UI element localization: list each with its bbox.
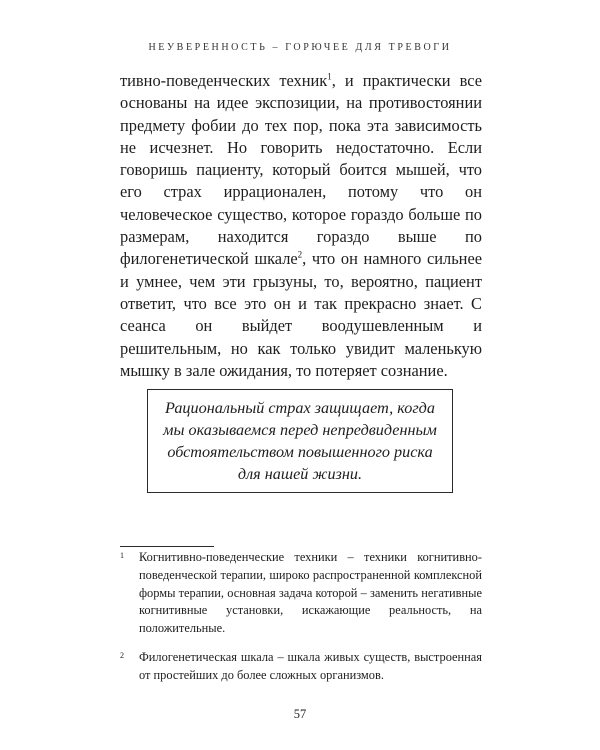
footnote-text: Когнитивно-поведенческие техники – техники когнитивно-поведенческой терапии, широко распространенной комплексной формы терапии, основная задача которой – заменить негативные когнитивные установки, искажающие реальность, на положительные. bbox=[139, 550, 482, 636]
paragraph-end: , что он намного сильнее и умнее, чем эти грызуны, то, вероятно, пациент ответит, что все это он и так прекрасно знает. С сеанса он выйдет воодушевленным и решительным, но как только увидит маленькую мышку в зале ожидания, то потеряет сознание. bbox=[120, 249, 482, 380]
footnotes bbox=[120, 549, 482, 685]
footnote-divider bbox=[120, 546, 214, 547]
footnote-number: 1 bbox=[120, 551, 124, 560]
footnote-1 bbox=[120, 549, 482, 638]
footnote-text: Филогенетическая шкала – шкала живых существ, выстроенная от простейших до более сложных организмов. bbox=[139, 649, 482, 682]
running-head: НЕУВЕРЕННОСТЬ – ГОРЮЧЕЕ ДЛЯ ТРЕВОГИ bbox=[148, 42, 452, 53]
paragraph-middle: , и практически все основаны на идее экспозиции, на противостоянии предмету фобии до тех пор, пока эта зависимость не исчезнет. Но говорить недостаточно. Если говоришь пациенту, который боится мышей, что его страх иррационален, потому что он человеческое существо, которое гораздо больше по размерам, находится гораздо выше по филогенетической шкале bbox=[120, 71, 482, 269]
pullquote-text bbox=[163, 397, 437, 485]
footnote-ref-2[interactable]: 2 bbox=[297, 249, 303, 260]
pullquote-line: для нашей жизни. bbox=[237, 465, 363, 483]
footnote-number: 2 bbox=[120, 650, 124, 660]
pullquote-line: Рациональный страх защищает, когда bbox=[165, 399, 435, 417]
page-number: 57 bbox=[293, 707, 307, 721]
body-paragraph bbox=[120, 70, 482, 382]
pullquote-line: обстоятельством повышенного риска bbox=[167, 443, 433, 461]
footnote-ref-1[interactable]: 1 bbox=[327, 71, 332, 82]
footnote-2 bbox=[120, 649, 482, 685]
pullquote-box bbox=[147, 389, 453, 493]
paragraph-start: тивно-поведенческих техник bbox=[120, 71, 328, 90]
pullquote-line: мы оказываемся перед непредвиденным bbox=[163, 421, 437, 439]
